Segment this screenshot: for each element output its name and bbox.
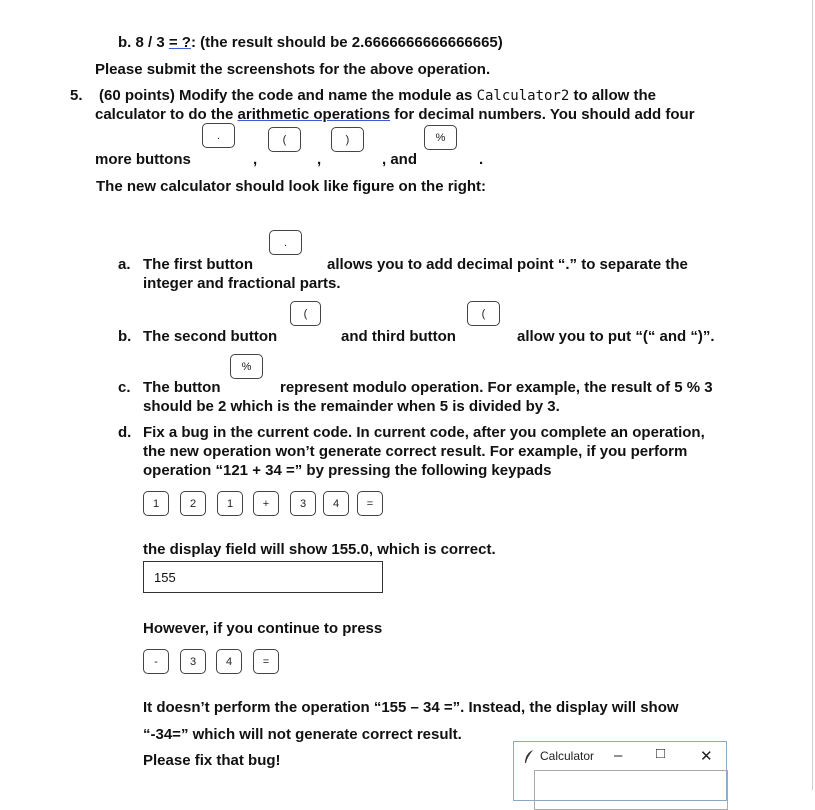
key-dot: . (202, 123, 235, 148)
division-suffix: : (the result should be 2.6666666666666665) (190, 34, 503, 51)
keypad1-key: + (253, 491, 279, 516)
keypad2-key: - (143, 649, 169, 674)
keypad2-key: 4 (216, 649, 242, 674)
division-prefix: b. 8 / 3 (118, 34, 169, 51)
item-c-label: c. (118, 379, 131, 396)
q5-line2-a: calculator to do the (95, 106, 238, 123)
calculator-title: Calculator (540, 749, 595, 763)
continue-line: However, if you continue to press (143, 620, 383, 637)
item-c-percent-key: % (230, 354, 263, 379)
q5-line2-b: for decimal numbers. You should add four (390, 106, 695, 123)
item-a-text2: allows you to add decimal point “.” to separate the (327, 256, 688, 273)
item-c-text1: The button (143, 379, 221, 396)
item-a-label: a. (118, 256, 131, 273)
keypad2-key: = (253, 649, 279, 674)
q5-text-a: (60 points) Modify the code and name the module as (99, 87, 477, 104)
key-percent: % (424, 125, 457, 150)
item-b-lparen-key: ( (290, 301, 321, 326)
keypad1-key: = (357, 491, 383, 516)
q5-text-b: to allow the (569, 87, 656, 104)
period: . (479, 151, 484, 168)
module-name: Calculator2 (476, 88, 570, 104)
maximize-icon[interactable]: □ (656, 745, 666, 762)
keypad1-key: 1 (217, 491, 243, 516)
key-right-paren: ) (331, 127, 364, 152)
item-c-text2: represent modulo operation. For example, the result of 5 % 3 (280, 379, 713, 396)
item-a-text1: The first button (143, 256, 253, 273)
item-d-line2: the new operation won’t generate correct result. For example, if you perform (143, 443, 688, 460)
keypad1-key: 3 (290, 491, 316, 516)
item-a-dot-key: . (269, 230, 302, 255)
minimize-icon[interactable]: – (614, 747, 623, 764)
feather-icon (524, 750, 534, 764)
submit-instruction: Please submit the screenshots for the above operation. (95, 61, 491, 78)
display-line: the display field will show 155.0, which is correct. (143, 541, 496, 558)
keypad1-key: 1 (143, 491, 169, 516)
item-d-label: d. (118, 424, 132, 441)
new-calculator-line: The new calculator should look like figure on the right: (96, 178, 487, 195)
keypad1-key: 4 (323, 491, 349, 516)
and-text: , and (382, 151, 418, 168)
item-b-text1: The second button (143, 328, 278, 345)
item-d-line3: operation “121 + 34 =” by pressing the following keypads (143, 462, 552, 479)
calculator-display (534, 770, 728, 810)
result-line2: “-34=” which will not generate correct result. (143, 726, 462, 743)
q5-line2 (95, 105, 695, 124)
item-b-text2: and third button (341, 328, 456, 345)
calculator-window (513, 741, 727, 801)
item-b-paren-key: ( (467, 301, 500, 326)
more-buttons-text: more buttons (95, 151, 191, 168)
comma-1: , (253, 151, 258, 168)
item-b-division (118, 33, 503, 52)
item-a-text3: integer and fractional parts. (143, 275, 341, 292)
page-edge (812, 0, 813, 790)
division-underlined: = ? (168, 34, 191, 51)
key-left-paren: ( (268, 127, 301, 152)
close-icon[interactable]: ✕ (700, 748, 713, 765)
q5-number: 5. (70, 87, 83, 104)
q5-line1 (99, 86, 656, 106)
comma-2: , (317, 151, 322, 168)
q5-line2-underlined: arithmetic operations (237, 106, 391, 123)
keypad1-key: 2 (180, 491, 206, 516)
item-b-label: b. (118, 328, 132, 345)
item-c-text3: should be 2 which is the remainder when 5 is divided by 3. (143, 398, 560, 415)
keypad2-key: 3 (180, 649, 206, 674)
item-b-text3: allow you to put “(“ and “)”. (517, 328, 715, 345)
display-field: 155 (143, 561, 383, 593)
item-d-line1: Fix a bug in the current code. In current code, after you complete an operation, (143, 424, 705, 441)
fix-line: Please fix that bug! (143, 752, 281, 769)
result-line1: It doesn’t perform the operation “155 – 34 =”. Instead, the display will show (143, 699, 679, 716)
